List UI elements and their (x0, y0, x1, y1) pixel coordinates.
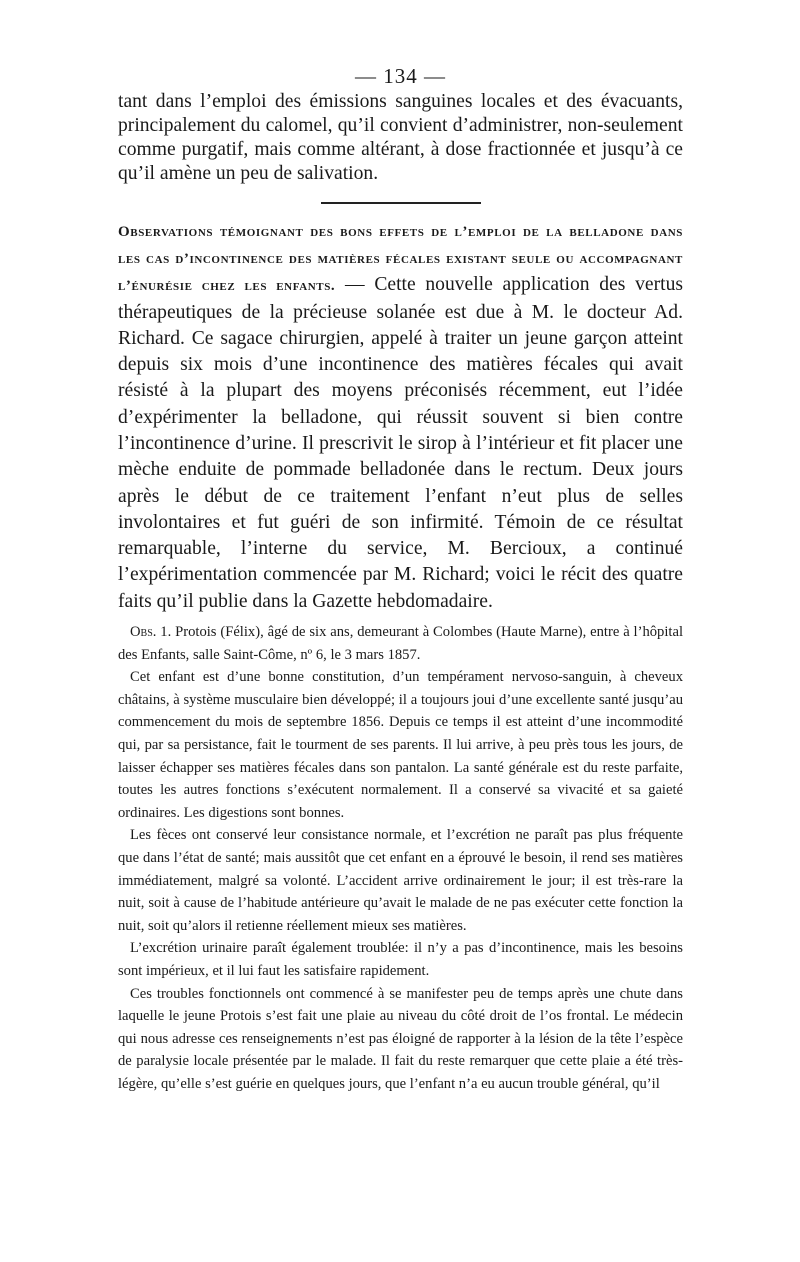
observation-paragraph-4: L’excrétion urinaire paraît également troublée: il n’y a pas d’incontinence, mais les besoins sont impérieux, et il lui faut les satisfaire rapidement. (118, 940, 683, 979)
book-page (118, 0, 683, 1096)
observation-intro-text: Protois (Félix), âgé de six ans, demeurant à Colombes (Haute Marne), entre à l’hôpital des Enfants, salle Saint-Côme, nº 6, le 3 mars 1857. (118, 624, 683, 663)
section-text: Cette nouvelle application des vertus thérapeutiques de la précieuse solanée est due à M. le docteur Ad. Richard. Ce sagace chirurgien, appelé à traiter un jeune garçon atteint depuis six mois d’une incontinence des matières fécales qui avait résisté à la plupart des moyens préconisés récemment, eut l’idée d’expérimenter la belladone, qui réussit souvent si bien contre l’incontinence d’urine. Il prescrivit le sirop à l’intérieur et fit placer une mèche enduite de pommade belladonée dans le rectum. Deux jours après le début de ce traitement l’enfant n’eut plus de selles involontaires et fut guéri de son infirmité. Témoin de ce résultat remarquable, l’interne du service, M. Bercioux, a continué l’expérimentation commencée par M. Richard; voici le récit des quatre faits qu’il publie dans la Gazette hebdomadaire. (118, 274, 684, 612)
observation-paragraph-5: Ces troubles fonctionnels ont commencé à se manifester peu de temps après une chute dans laquelle le jeune Protois s’est fait une plaie au niveau du côté droit de l’os frontal. Le médecin qui nous adresse ces renseignements n’est pas éloigné de rapporter à la lésion de la tête l’espèce de paralysie locale présentée par le malade. Il fait du reste remarquer que cette plaie a été très-légère, qu’elle s’est guérie en quelques jours, que l’enfant n’a eu aucun trouble général, qu’il (118, 985, 683, 1092)
observation-intro (118, 621, 683, 666)
section-paragraph (118, 218, 683, 615)
page-number: — 134 — (355, 64, 446, 88)
section-heading: Observations témoignant des bons effets de l’emploi de la belladone dans les cas d’incontinence des matières fécales existant seule ou accompagnant l’énurésie chez les enfants. (118, 223, 683, 295)
observation-block (118, 621, 683, 1095)
section-dash: — (335, 274, 375, 296)
intro-paragraph: tant dans l’emploi des émissions sanguines locales et des évacuants, principalement du calomel, qu’il convient d’administrer, non-seulement comme purgatif, mais comme altérant, à dose fractionnée et jusqu’à ce qu’il amène un peu de salivation. (118, 91, 683, 184)
observation-label: Obs. 1. (130, 624, 172, 641)
observation-paragraph-3: Les fèces ont conservé leur consistance normale, et l’excrétion ne paraît pas plus fréquente que dans l’état de santé; mais aussitôt que cet enfant en a éprouvé le besoin, il rend ses matières immédiatement, malgré sa volonté. L’accident arrive ordinairement le jour; il est très-rare la nuit, soit à cause de l’habitude antérieure qu’avait le malade de ne pas exécuter cette fonction la nuit, soit qu’alors il retienne réellement mieux ses matières. (118, 827, 683, 934)
section-divider (321, 202, 481, 204)
observation-paragraph-2: Cet enfant est d’une bonne constitution, d’un tempérament nervoso-sanguin, à cheveux châtains, à système musculaire bien développé; il a toujours joui d’une excellente santé jusqu’au commencement du mois de septembre 1856. Depuis ce temps il est atteint d’une incommodité qui, par sa persistance, fait le tourment de ses parents. Il lui arrive, à peu près tous les jours, de laisser échapper ses matières fécales dans son pantalon. La santé générale est du reste parfaite, toutes les autres fonctions s’exécutent normalement. Il a conservé sa vivacité et sa gaieté ordinaires. Les digestions sont bonnes. (118, 669, 683, 821)
